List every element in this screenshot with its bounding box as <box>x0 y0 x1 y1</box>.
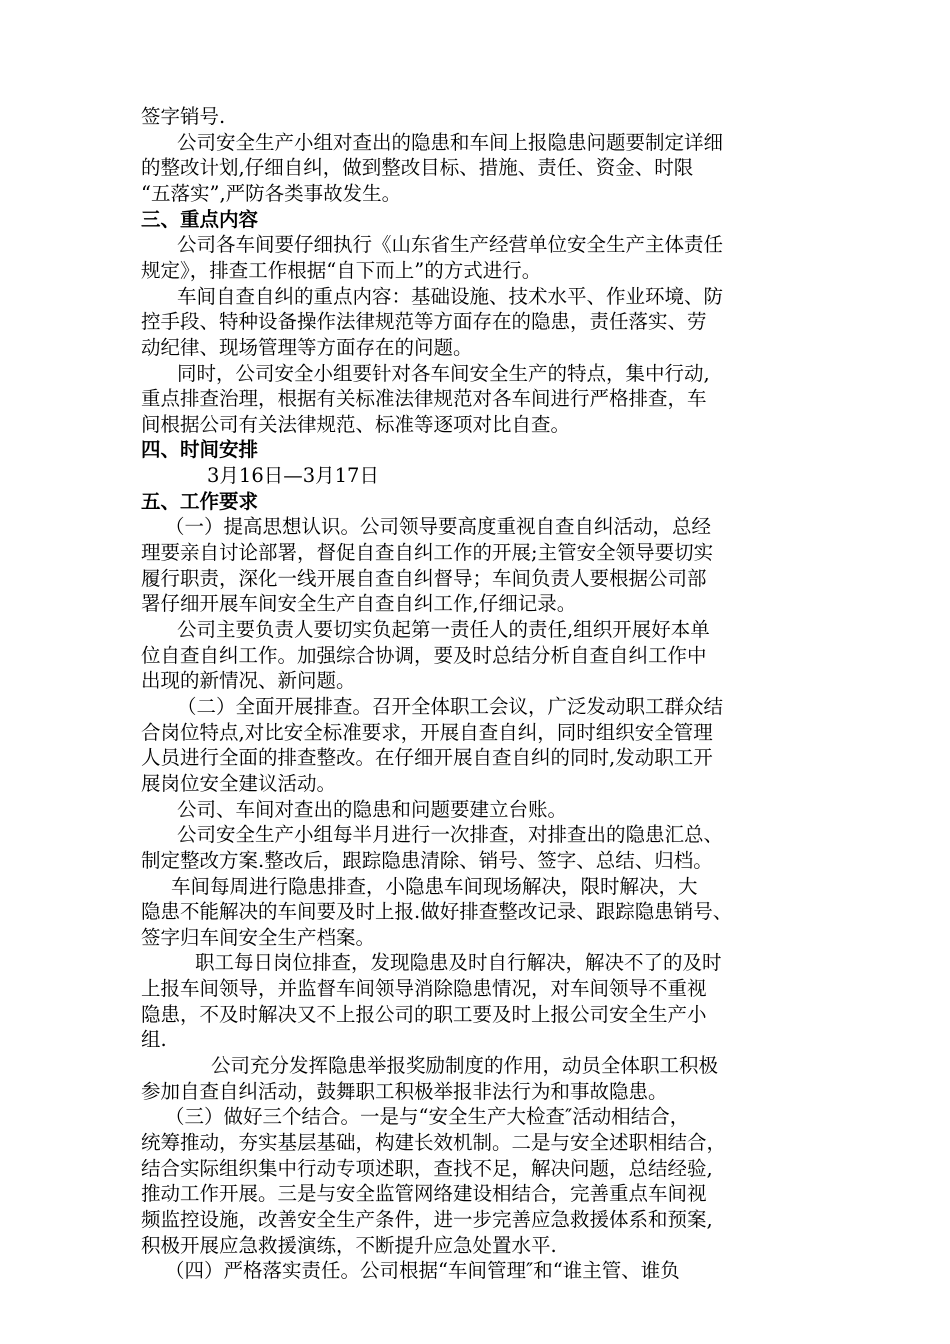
text-line: 署仔细开展车间安全生产自查自纠工作,仔细记录。 <box>141 592 577 616</box>
section-heading: 四、时间安排 <box>141 438 259 462</box>
text-line: 隐患，不及时解决又不上报公司的职工要及时上报公司安全生产小 <box>141 1002 707 1026</box>
text-line: 3月16日—3月17日 <box>207 464 379 488</box>
text-line: （一）提高思想认识。公司领导要高度重视自查自纠活动，总经 <box>165 515 712 539</box>
text-line: 推动工作开展。三是与安全监管网络建设相结合，完善重点车间视 <box>141 1182 707 1206</box>
text-line: 职工每日岗位排查，发现隐患及时自行解决，解决不了的及时 <box>195 951 722 975</box>
text-line: 间根据公司有关法律规范、标准等逐项对比自查。 <box>141 412 571 436</box>
text-line: 公司、车间对查出的隐患和问题要建立台账。 <box>177 797 568 821</box>
text-line: （二）全面开展排查。召开全体职工会议，广泛发动职工群众结 <box>177 694 724 718</box>
text-line: 隐患不能解决的车间要及时上报.做好排查整改记录、跟踪隐患销号、 <box>141 900 733 924</box>
section-heading: 五、工作要求 <box>141 489 259 513</box>
text-line: （三）做好三个结合。一是与“安全生产大检查″活动相结合， <box>165 1105 690 1129</box>
text-line: 车间每周进行隐患排查，小隐患车间现场解决，限时解决，大 <box>171 874 698 898</box>
text-line: 签字归车间安全生产档案。 <box>141 925 376 949</box>
text-line: 公司充分发挥隐患举报奖励制度的作用，动员全体职工积极 <box>211 1054 719 1078</box>
text-line: 规定》，排查工作根据“自下而上”的方式进行。 <box>141 258 542 282</box>
text-line: 车间自查自纠的重点内容：基础设施、技术水平、作业环境、防 <box>177 284 724 308</box>
text-line: 的整改计划,仔细自纠，做到整改目标、措施、责任、资金、时限 <box>141 156 694 180</box>
text-line: 统筹推动，夯实基层基础，构建长效机制。二是与安全述职相结合， <box>141 1131 727 1154</box>
text-line: 理要亲自讨论部署，督促自查自纠工作的开展;主管安全领导要切实 <box>141 541 714 565</box>
text-line: 组. <box>141 1028 167 1052</box>
text-line: 出现的新情况、新问题。 <box>141 669 356 693</box>
text-line: 公司安全生产小组每半月进行一次排查，对排查出的隐患汇总、 <box>177 823 724 847</box>
text-line: 公司各车间要仔细执行《山东省生产经营单位安全生产主体责任 <box>177 233 724 257</box>
text-line: 签字销号. <box>141 105 226 128</box>
text-line: 结合实际组织集中行动专项述职，查找不足，解决问题，总结经验, <box>141 1156 713 1180</box>
text-line: 重点排查治理，根据有关标准法律规范对各车间进行严格排查，车 <box>141 387 707 411</box>
section-heading: 三、重点内容 <box>141 207 259 231</box>
text-line: 参加自查自纠活动，鼓舞职工积极举报非法行为和事故隐患。 <box>141 1079 668 1103</box>
text-line: 人员进行全面的排查整改。在仔细开展自查自纠的同时,发动职工开 <box>141 746 713 770</box>
text-line: 上报车间领导，并监督车间领导消除隐患情况，对车间领导不重视 <box>141 977 707 1001</box>
text-line: 积极开展应急救援演练，不断提升应急处置水平. <box>141 1233 557 1257</box>
text-line: 位自查自纠工作。加强综合协调，要及时总结分析自查自纠工作中 <box>141 643 707 667</box>
text-line: 制定整改方案.整改后，跟踪隐患清除、销号、签字、总结、归档。 <box>141 848 713 872</box>
text-line: 控手段、特种设备操作法律规范等方面存在的隐患，责任落实、劳 <box>141 310 707 334</box>
text-line: （四）严格落实责任。公司根据“车间管理″和“谁主管、谁负 <box>165 1259 680 1283</box>
text-line: 履行职责，深化一线开展自查自纠督导；车间负责人要根据公司部 <box>141 566 707 590</box>
text-line: 公司主要负责人要切实负起第一责任人的责任,组织开展好本单 <box>177 618 710 641</box>
text-line: 合岗位特点,对比安全标准要求，开展自查自纠，同时组织安全管理 <box>141 720 713 744</box>
text-line: 同时，公司安全小组要针对各车间安全生产的特点，集中行动, <box>177 361 710 385</box>
text-line: 频监控设施，改善安全生产条件，进一步完善应急救援体系和预案, <box>141 1207 713 1231</box>
text-line: 展岗位安全建议活动。 <box>141 771 337 795</box>
text-line: 动纪律、现场管理等方面存在的问题。 <box>141 335 473 359</box>
text-line: “五落实”,严防各类事故发生。 <box>141 181 402 205</box>
text-line: 公司安全生产小组对查出的隐患和车间上报隐患问题要制定详细 <box>177 130 724 154</box>
